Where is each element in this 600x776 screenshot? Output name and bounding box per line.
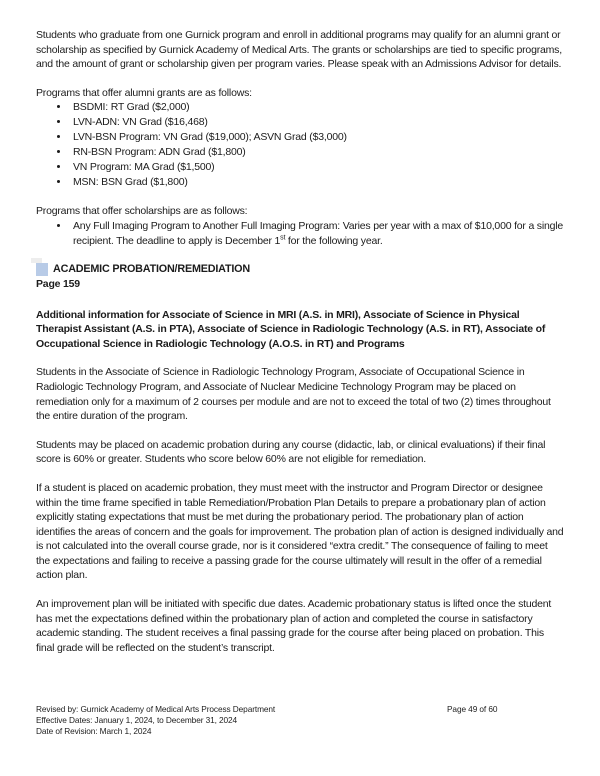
body-paragraph: If a student is placed on academic probation, they must meet with the instructor and Program Director or designee within the time frame specified in table Remediation/Probation Plan Details to prepare a probationary plan of action explicitly stating expectations that must be met during the probationary period. The probationary plan of action identifies the areas of concern and the goals for improvement. The probation plan of action is designed individually and is not calculated into the overall course grade, nor is it considered “extra credit.” The consequence of failing to meet the expectations and failing to receive a passing grade for the course ultimately will result in the offer of a remedial action plan. [36,481,564,582]
footer-effective-dates: Effective Dates: January 1, 2024, to December 31, 2024 [36,715,238,725]
body-paragraph: Students in the Associate of Science in Radiologic Technology Program, Associate of Occupational Science in Radiologic Technology Program, and Associate of Nuclear Medicine Technology Program may be placed on remediation only for a maximum of 2 courses per module and are not to exceed the total of two (2) times throughout the entire duration of the program. [36,366,551,423]
alumni-grants-heading: Programs that offer alumni grants are as follows: [36,86,252,99]
list-item: • VN Program: MA Grad ($1,500) [70,160,564,175]
section-heading-row [36,263,564,276]
scholarship-text: Any Full Imaging Program to Another Full Imaging Program: Varies per year with a max of $10,000 for a single recipient. The deadline to apply is December 1 [73,219,564,247]
list-item: • MSN: BSN Grad ($1,800) [70,175,564,190]
list-item [70,219,564,249]
footer-revised-by: Revised by: Gurnick Academy of Medical Arts Process Department [36,704,276,714]
scholarships-heading: Programs that offer scholarships are as follows: [36,205,248,218]
additional-info-paragraph: Additional information for Associate of Science in MRI (A.S. in MRI), Associate of Science in Physical Therapist Assistant (A.S. in PTA), Associate of Science in Radiologic Technology (A.S. in RT), Associate of Occupational Science in Radiologic Technology (A.O.S. in RT) and Programs [36,308,546,350]
scholarship-text-tail: for the following year. [285,234,383,247]
faint-highlight-artifact [31,258,42,263]
body-paragraph: Students may be placed on academic probation during any course (didactic, lab, or clinical evaluations) if their final score is 60% or greater. Students who score below 60% are not eligible for remediation. [36,438,546,466]
footer-page-number: Page 49 of 60 [447,704,498,714]
list-item: • LVN-BSN Program: VN Grad ($19,000); ASVN Grad ($3,000) [70,130,564,145]
blue-highlight-square [36,263,48,276]
body-paragraph: An improvement plan will be initiated with specific due dates. Academic probationary status is lifted once the student has met the expectations defined within the probationary plan of action and completed the course in satisfactory academic standing. The student receives a final passing grade for the course after being placed on probation. This final grade will be reflected on the student’s transcript. [36,598,552,654]
ordinal-superscript: st [280,234,286,242]
list-item: • LVN-ADN: VN Grad ($16,468) [70,115,564,130]
scholarships-list [36,219,564,249]
alumni-grants-list [36,100,564,190]
page-footer [36,704,564,737]
list-item: • RN-BSN Program: ADN Grad ($1,800) [70,145,564,160]
list-item: • BSDMI: RT Grad ($2,000) [70,100,564,115]
footer-date-of-revision: Date of Revision: March 1, 2024 [36,726,152,736]
section-page-reference: Page 159 [36,277,80,290]
intro-paragraph: Students who graduate from one Gurnick program and enroll in additional programs may qualify for an alumni grant or scholarship as specified by Gurnick Academy of Medical Arts. The grants or scholarships are tied to specific programs, and the amount of grant or scholarship given per program varies. Please speak with an Admissions Advisor for details. [36,29,562,71]
section-title: ACADEMIC PROBATION/REMEDIATION [53,263,250,276]
